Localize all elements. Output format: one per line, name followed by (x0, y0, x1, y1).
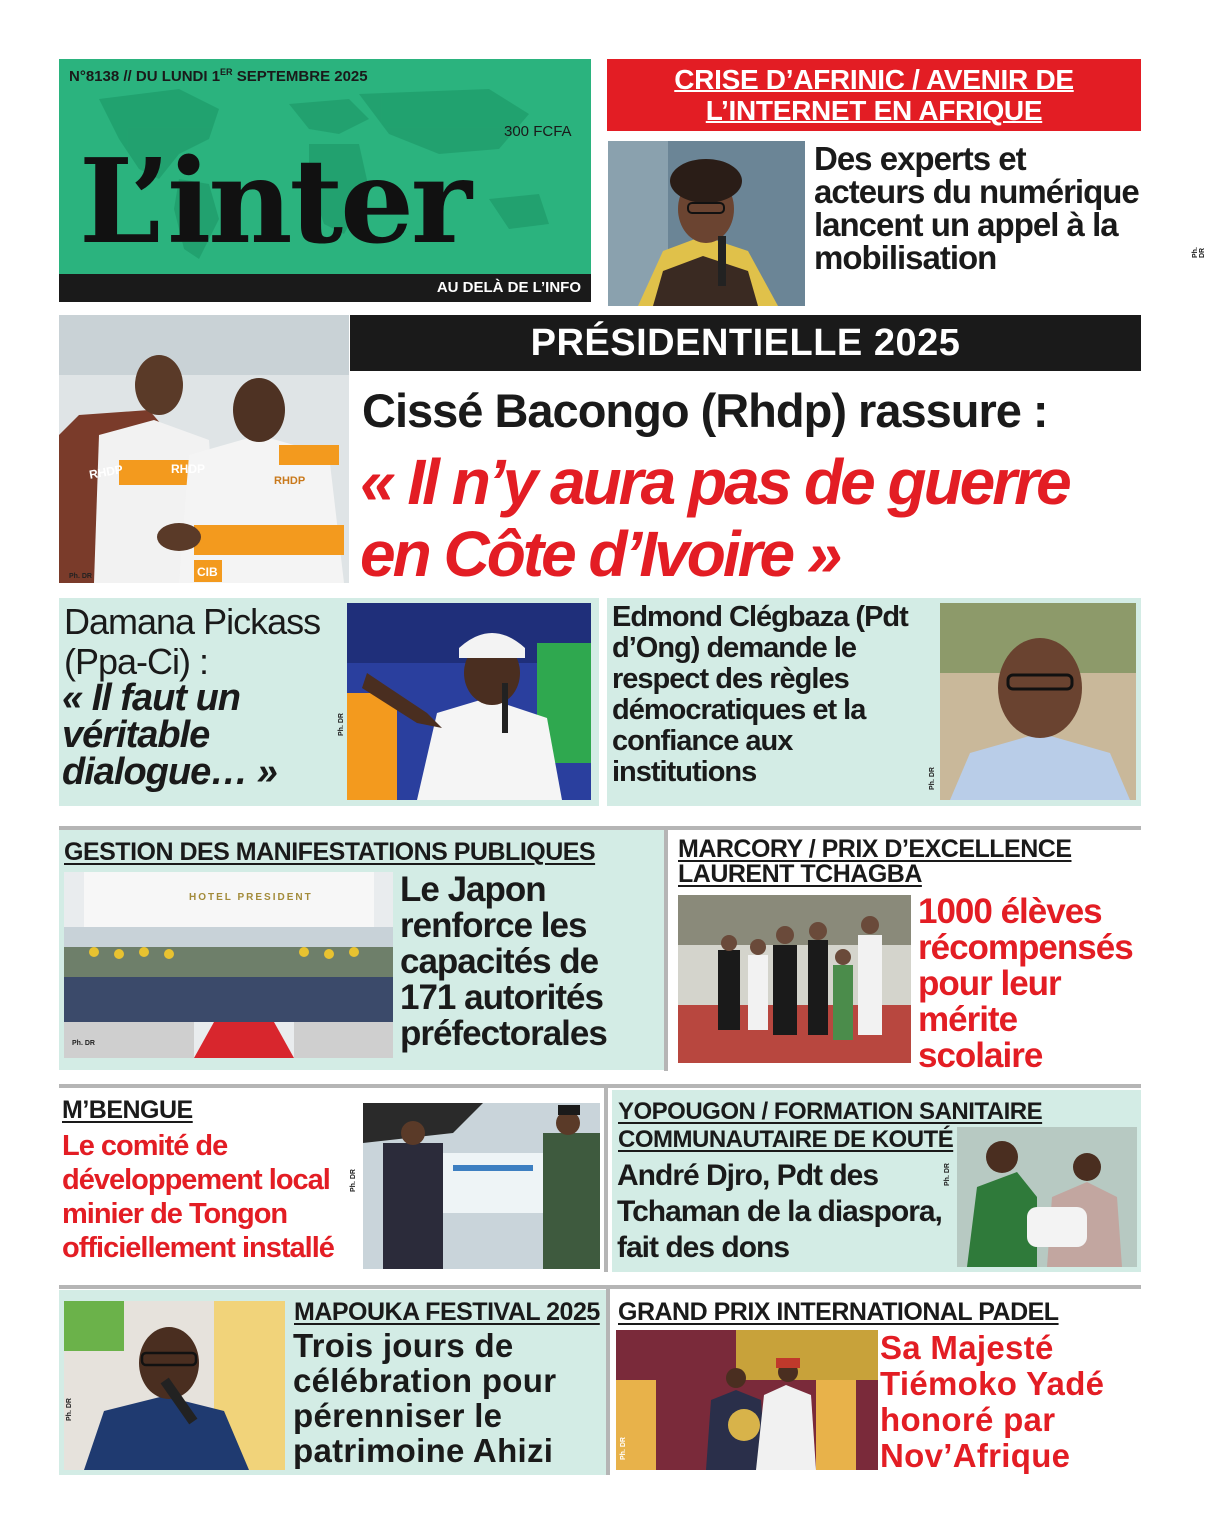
photo-credit: Ph. DR (72, 1040, 95, 1047)
afrinic-headline: Des experts et acteurs du numérique lancent un appel à la mobilisation (814, 140, 1139, 276)
separator (604, 1084, 608, 1272)
japon-photo (64, 872, 393, 1058)
mapouka-kicker: MAPOUKA FESTIVAL 2025 (294, 1298, 600, 1326)
separator (59, 1285, 1141, 1289)
bacongo-photo (59, 315, 349, 583)
mapouka-photo (64, 1301, 285, 1470)
photo-credit: Ph. DR (944, 1163, 951, 1186)
edmond-headline: Edmond Clégbaza (Pdt d’Ong) demande le respect des règles démocratiques et la confiance aux institutions (612, 601, 908, 788)
japon-kicker: GESTION DES MANIFESTATIONS PUBLIQUES (64, 838, 596, 866)
japon-headline: Le Japon renforce les capacités de 171 autorités préfectorales (400, 870, 607, 1053)
presidentielle-quote: « Il n’y aura pas de guerre en Côte d’Ivoire » (360, 446, 1069, 590)
price: 300 FCFA (504, 123, 572, 140)
shirt-label-right: RHDP (274, 475, 306, 487)
damana-quote: « Il faut un véritable dialogue… » (62, 677, 277, 793)
photo-credit: Ph. DR (620, 1437, 627, 1460)
marcory-headline: 1000 élèves récompensés pour leur mérite scolaire (918, 892, 1133, 1075)
presidentielle-banner-text: PRÉSIDENTIELLE 2025 (530, 321, 961, 364)
issue-line: N°8138 // DU LUNDI 1ER SEPTEMBRE 2025 (69, 67, 368, 85)
separator (606, 1285, 610, 1475)
photo-credit: Ph. DR (929, 767, 936, 790)
presidentielle-subtitle: Cissé Bacongo (Rhdp) rassure : (362, 384, 1048, 437)
photo-credit: Ph. DR (350, 1169, 357, 1192)
yopougon-headline: André Djro, Pdt des Tchaman de la diaspora, fait des dons (617, 1159, 942, 1264)
mbengue-kicker: M’BENGUE (62, 1096, 193, 1124)
mapouka-headline: Trois jours de célébration pour pérenniser le patrimoine Ahizi (293, 1327, 557, 1469)
marcory-photo (678, 895, 911, 1063)
separator (59, 1084, 1141, 1088)
edmond-photo (940, 603, 1136, 800)
padel-headline: Sa Majesté Tiémoko Yadé honoré par Nov’Afrique (880, 1329, 1105, 1474)
side-photo-credit: Ph. DR (1192, 247, 1206, 258)
photo-credit: Ph. DR (338, 713, 345, 736)
damana-name: Damana Pickass (Ppa-Ci) : (64, 601, 321, 682)
masthead (59, 59, 591, 302)
marcory-kicker: MARCORY / PRIX D’EXCELLENCE LAURENT TCHAGBA (678, 835, 1072, 888)
damana-photo (347, 603, 591, 800)
afrinic-banner-text: CRISE D’AFRINIC / AVENIR DE L’INTERNET EN AFRIQUE (674, 64, 1074, 126)
shirt-label-center: RHDP (171, 462, 206, 476)
presidentielle-banner (350, 315, 1141, 371)
mbengue-headline: Le comité de développement local minier de Tongon officiellement installé (62, 1130, 334, 1264)
shirt-label-left: RHDP (88, 462, 124, 482)
photo-credit: Ph. DR (66, 1398, 73, 1421)
hotel-sign: HOTEL PRESIDENT (189, 892, 313, 903)
separator (664, 826, 668, 1071)
afrinic-banner (607, 59, 1141, 131)
tagline: AU DELÀ DE L’INFO (436, 279, 581, 296)
padel-photo (616, 1330, 878, 1470)
tagline-bar (59, 274, 591, 302)
yopougon-kicker: YOPOUGON / FORMATION SANITAIRE COMMUNAUTAIRE DE KOUTÉ (618, 1098, 1043, 1153)
afrinic-photo (608, 141, 805, 306)
padel-kicker: GRAND PRIX INTERNATIONAL PADEL (618, 1298, 1059, 1326)
badge-text: CIB (197, 565, 218, 579)
photo-credit: Ph. DR (69, 573, 92, 580)
newspaper-title: L’inter (79, 134, 470, 270)
yopougon-photo (957, 1127, 1137, 1267)
mbengue-photo (363, 1103, 600, 1269)
